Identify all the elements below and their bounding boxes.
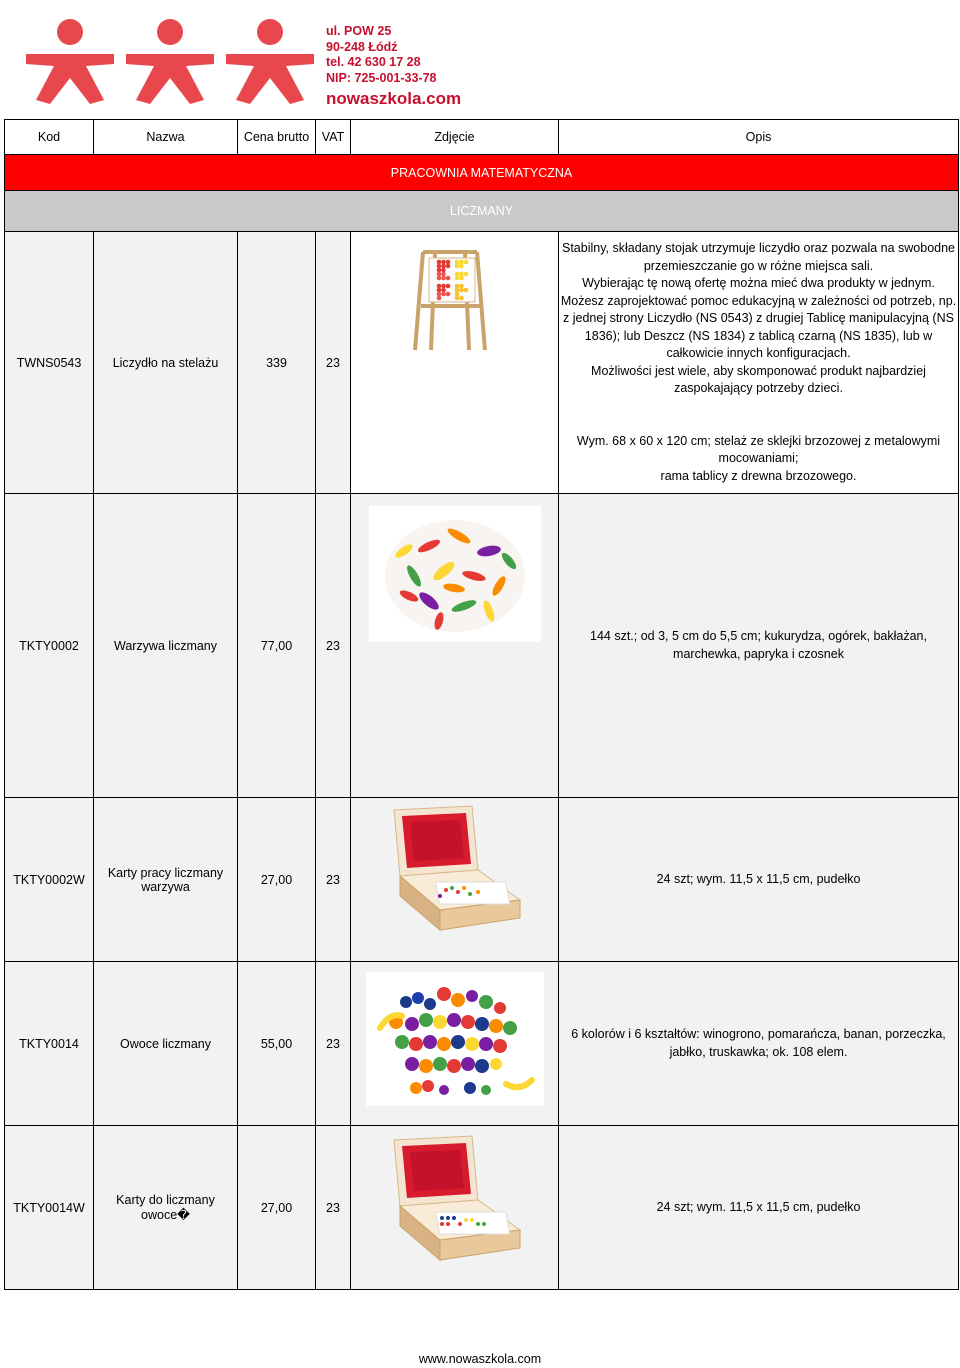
section-title: PRACOWNIA MATEMATYCZNA [5, 155, 959, 191]
address-line: 90-248 Łódź [326, 39, 398, 54]
product-price: 77,00 [238, 494, 316, 798]
product-vat: 23 [316, 232, 351, 494]
product-description [559, 1126, 959, 1290]
cards-box-image [380, 1134, 530, 1264]
description-paragraph: Wym. 68 x 60 x 120 cm; stelaż ze sklejki brzozowej z metalowymi mocowaniami; [576, 433, 941, 465]
address-line: ul. POW 25 [326, 24, 392, 38]
footer-website-link[interactable]: www.nowaszkola.com [418, 1352, 542, 1366]
subsection-row [5, 191, 959, 232]
product-photo-cell [351, 798, 559, 962]
description-paragraph: 6 kolorów i 6 kształtów: winogrono, pomarańcza, banan, porzeczka, jabłko, truskawka; ok. 108 elem. [571, 1027, 946, 1059]
logo-figure-3 [226, 19, 314, 104]
product-vat: 23 [316, 1126, 351, 1290]
product-price: 55,00 [238, 962, 316, 1126]
description-paragraph: 144 szt.; od 3, 5 cm do 5,5 cm; kukurydza, ogórek, bakłażan, marchewka, papryka i czosnek [590, 629, 927, 661]
table-row [5, 798, 959, 962]
column-header-zdjecie: Zdjęcie [351, 120, 559, 155]
product-photo-cell [351, 232, 559, 494]
company-logo [20, 14, 320, 106]
phone-line: tel. 42 630 17 28 [326, 55, 421, 69]
description-paragraph: Wybierając tę nową ofertę można mieć dwa produkty w jednym. Możesz zaprojektować pomoc edukacyjną w zależności od potrzeb, np. z jednej strony Liczydło (NS 0543) z drugiej Tablicę manipulacyjną (NS 1836); lub Deszcz (NS 1834) z tablicą czarną (NS 1835), lub w całkowicie innych konfiguracjach. [560, 276, 957, 360]
column-header-opis: Opis [559, 120, 959, 155]
description-spacer [559, 398, 958, 433]
product-name: Karty pracy liczmany warzywa [94, 798, 238, 962]
product-photo-cell [351, 494, 559, 798]
description-paragraph: 24 szt; wym. 11,5 x 11,5 cm, pudełko [656, 871, 861, 886]
description-paragraph: rama tablicy z drewna brzozowego. [660, 468, 857, 483]
product-description [559, 232, 959, 494]
vegetable-counters-image [369, 506, 541, 642]
nip-line: NIP: 725-001-33-78 [326, 70, 437, 85]
company-contact [326, 24, 461, 109]
product-vat: 23 [316, 798, 351, 962]
description-paragraph: 24 szt; wym. 11,5 x 11,5 cm, pudełko [656, 1199, 861, 1214]
product-name: Owoce liczmany [94, 962, 238, 1126]
subsection-title: LICZMANY [5, 191, 959, 232]
product-name: Warzywa liczmany [94, 494, 238, 798]
logo-figure-2 [126, 19, 214, 104]
table-row [5, 1126, 959, 1290]
column-header-vat: VAT [316, 120, 351, 155]
product-code: TKTY0014 [5, 962, 94, 1126]
description-paragraph: Możliwości jest wiele, aby skomponować produkt najbardziej zaspokajający potrzeby dzieci. [591, 363, 926, 395]
section-row [5, 155, 959, 191]
product-description [559, 798, 959, 962]
product-photo-cell [351, 962, 559, 1126]
product-photo-cell [351, 1126, 559, 1290]
product-name: Liczydło na stelażu [94, 232, 238, 494]
table-row [5, 962, 959, 1126]
column-header-kod: Kod [5, 120, 94, 155]
price-table [4, 119, 959, 1290]
table-row [5, 494, 959, 798]
product-code: TKTY0002 [5, 494, 94, 798]
product-code: TWNS0543 [5, 232, 94, 494]
website-link[interactable]: nowaszkola.com [326, 89, 462, 108]
product-code: TKTY0002W [5, 798, 94, 962]
column-header-nazwa: Nazwa [94, 120, 238, 155]
product-vat: 23 [316, 962, 351, 1126]
table-header-row [5, 120, 959, 155]
description-paragraph: Stabilny, składany stojak utrzymuje liczydło oraz pozwala na swobodne przemieszczanie go w różne miejsca sali. [561, 241, 956, 273]
fruit-counters-image [366, 972, 544, 1106]
table-row [5, 232, 959, 494]
product-price: 339 [238, 232, 316, 494]
product-description [559, 962, 959, 1126]
abacus-image [405, 246, 505, 352]
product-code: TKTY0014W [5, 1126, 94, 1290]
column-header-cena: Cena brutto [238, 120, 316, 155]
product-vat: 23 [316, 494, 351, 798]
product-name: Karty do liczmany owoce� [94, 1126, 238, 1290]
product-price: 27,00 [238, 1126, 316, 1290]
cards-box-image [380, 804, 530, 934]
product-price: 27,00 [238, 798, 316, 962]
logo-figure-1 [26, 19, 114, 104]
product-description [559, 494, 959, 798]
